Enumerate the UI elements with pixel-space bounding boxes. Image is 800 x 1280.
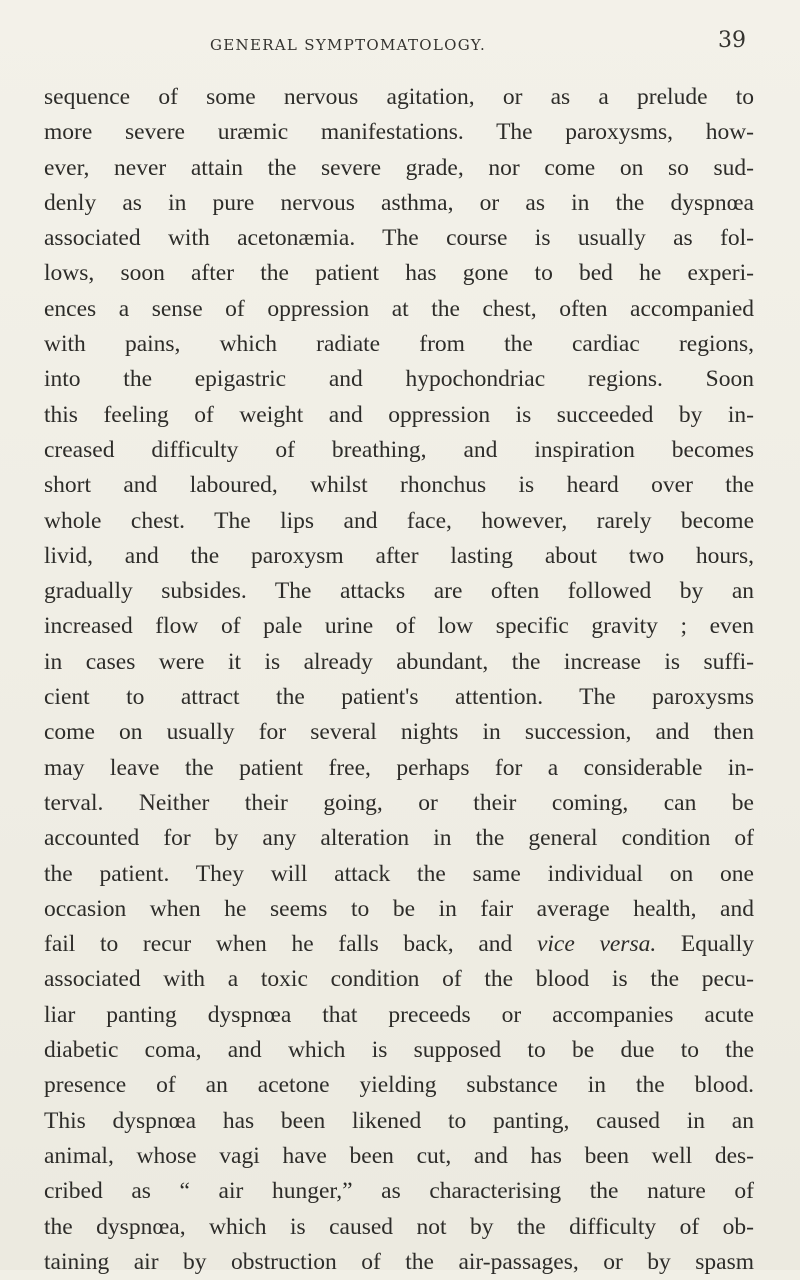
text-line-5: associated with acetonæmia. The course is usually as fol- (44, 225, 754, 252)
text-line-8: with pains, which radiate from the cardiac regions, (44, 331, 754, 358)
text-line-6: lows, soon after the patient has gone to bed he experi- (44, 260, 754, 287)
text-line-12: short and laboured, whilst rhonchus is heard over the (44, 472, 754, 499)
text-line-4: denly as in pure nervous asthma, or as in the dyspnœa (44, 189, 754, 216)
italic-vice-versa: vice versa. (536, 931, 657, 958)
text-line-27: liar panting dyspnœa that preceeds or accompanies acute (44, 1001, 754, 1028)
text-line-10: this feeling of weight and oppression is succeeded by in- (44, 401, 754, 428)
text-line-17: in cases were it is already abundant, the increase is suffi- (44, 648, 754, 675)
line-25-start: fail to recur when he falls back, and (44, 931, 537, 958)
text-line-34: taining air by obstruction of the air-passages, or by spasm (44, 1248, 754, 1275)
text-line-9: into the epigastric and hypochondriac regions. Soon (44, 366, 754, 393)
text-line-19: come on usually for several nights in succession, and then (44, 719, 754, 746)
text-line-28: diabetic coma, and which is supposed to be due to the (44, 1037, 754, 1064)
text-line-2: more severe uræmic manifestations. The paroxysms, how- (44, 119, 754, 146)
text-line-18: cient to attract the patient's attention. The paroxysms (44, 684, 754, 711)
text-line-16: increased flow of pale urine of low specific gravity ; even (44, 613, 754, 640)
text-line-15: gradually subsides. The attacks are often followed by an (44, 578, 754, 605)
running-head: GENERAL SYMPTOMATOLOGY. (210, 36, 487, 54)
text-line-7: ences a sense of oppression at the chest, often accompanied (44, 295, 754, 322)
text-line-33: the dyspnœa, which is caused not by the difficulty of ob- (44, 1213, 754, 1240)
text-line-32: cribed as “ air hunger,” as characterising the nature of (44, 1178, 754, 1205)
text-line-22: accounted for by any alteration in the general condition of (44, 825, 754, 852)
text-line-24: occasion when he seems to be in fair average health, and (44, 895, 754, 922)
text-line-20: may leave the patient free, perhaps for a considerable in- (44, 754, 754, 781)
page-number: 39 (718, 28, 746, 53)
text-line-26: associated with a toxic condition of the blood is the pecu- (44, 966, 754, 993)
text-line-23: the patient. They will attack the same individual on one (44, 860, 754, 887)
text-line-30: This dyspnœa has been likened to panting, caused in an (44, 1107, 754, 1134)
text-line-29: presence of an acetone yielding substance in the blood. (44, 1072, 754, 1099)
text-line-3: ever, never attain the severe grade, nor come on so sud- (44, 154, 754, 181)
text-line-31: animal, whose vagi have been cut, and has been well des- (44, 1142, 754, 1169)
text-line-13: whole chest. The lips and face, however, rarely become (44, 507, 754, 534)
text-line-25 (44, 927, 754, 962)
text-line-14: livid, and the paroxysm after lasting about two hours, (44, 542, 754, 569)
text-line-21: terval. Neither their going, or their coming, can be (44, 789, 754, 816)
line-25-end: Equally (656, 931, 754, 958)
text-line-11: creased difficulty of breathing, and inspiration becomes (44, 436, 754, 463)
body-text (44, 80, 754, 1280)
text-line-1: sequence of some nervous agitation, or as a prelude to (44, 84, 754, 110)
